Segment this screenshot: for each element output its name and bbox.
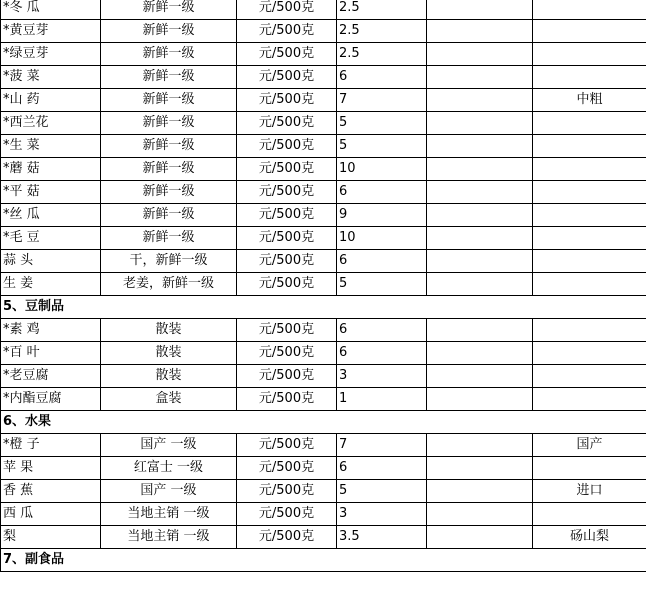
item-spec: 散装	[101, 365, 237, 388]
item-price: 5	[337, 112, 427, 135]
item-price: 2.5	[337, 43, 427, 66]
item-note	[533, 388, 646, 411]
item-price: 7	[337, 434, 427, 457]
item-spec: 国产 一级	[101, 480, 237, 503]
item-unit: 元/500克	[237, 0, 337, 20]
table-row	[1, 66, 646, 89]
item-price: 6	[337, 319, 427, 342]
price-table-body	[1, 0, 646, 572]
blank-cell	[427, 135, 533, 158]
item-unit: 元/500克	[237, 20, 337, 43]
item-unit: 元/500克	[237, 89, 337, 112]
item-name: *丝 瓜	[1, 204, 101, 227]
table-row	[1, 204, 646, 227]
item-name: *绿豆芽	[1, 43, 101, 66]
blank-cell	[427, 204, 533, 227]
item-note	[533, 135, 646, 158]
item-spec: 新鲜一级	[101, 89, 237, 112]
item-price: 5	[337, 273, 427, 296]
table-row	[1, 273, 646, 296]
item-spec: 新鲜一级	[101, 227, 237, 250]
item-price: 10	[337, 158, 427, 181]
item-name: 香 蕉	[1, 480, 101, 503]
item-note	[533, 181, 646, 204]
item-note: 中粗	[533, 89, 646, 112]
item-name: *素 鸡	[1, 319, 101, 342]
item-note	[533, 273, 646, 296]
item-unit: 元/500克	[237, 342, 337, 365]
item-price: 6	[337, 457, 427, 480]
section-heading-row	[1, 411, 646, 434]
item-spec: 新鲜一级	[101, 135, 237, 158]
blank-cell	[427, 89, 533, 112]
table-row	[1, 319, 646, 342]
item-name: 梨	[1, 526, 101, 549]
item-note	[533, 0, 646, 20]
item-spec: 新鲜一级	[101, 0, 237, 20]
item-unit: 元/500克	[237, 250, 337, 273]
item-price: 1	[337, 388, 427, 411]
item-spec: 干，新鲜一级	[101, 250, 237, 273]
item-unit: 元/500克	[237, 66, 337, 89]
table-row	[1, 135, 646, 158]
item-spec: 当地主销 一级	[101, 503, 237, 526]
blank-cell	[427, 365, 533, 388]
item-name: *黄豆芽	[1, 20, 101, 43]
blank-cell	[427, 342, 533, 365]
item-spec: 新鲜一级	[101, 204, 237, 227]
table-row	[1, 158, 646, 181]
item-name: *西兰花	[1, 112, 101, 135]
blank-cell	[427, 250, 533, 273]
table-row	[1, 20, 646, 43]
item-spec: 新鲜一级	[101, 43, 237, 66]
item-spec: 红富士 一级	[101, 457, 237, 480]
blank-cell	[427, 319, 533, 342]
table-row	[1, 503, 646, 526]
item-name: *菠 菜	[1, 66, 101, 89]
item-price: 6	[337, 342, 427, 365]
item-name: *冬 瓜	[1, 0, 101, 20]
item-spec: 老姜，新鲜一级	[101, 273, 237, 296]
item-spec: 散装	[101, 319, 237, 342]
item-note: 国产	[533, 434, 646, 457]
blank-cell	[427, 43, 533, 66]
item-unit: 元/500克	[237, 227, 337, 250]
item-note: 进口	[533, 480, 646, 503]
item-note: 砀山梨	[533, 526, 646, 549]
item-unit: 元/500克	[237, 434, 337, 457]
item-price: 3	[337, 503, 427, 526]
item-note	[533, 227, 646, 250]
blank-cell	[427, 526, 533, 549]
table-row	[1, 227, 646, 250]
blank-cell	[427, 480, 533, 503]
table-row	[1, 457, 646, 480]
section-heading: 6、水果	[1, 411, 646, 434]
item-spec: 盒装	[101, 388, 237, 411]
item-note	[533, 66, 646, 89]
item-unit: 元/500克	[237, 365, 337, 388]
item-name: *老豆腐	[1, 365, 101, 388]
item-unit: 元/500克	[237, 388, 337, 411]
blank-cell	[427, 181, 533, 204]
item-note	[533, 112, 646, 135]
item-name: *毛 豆	[1, 227, 101, 250]
table-row	[1, 43, 646, 66]
blank-cell	[427, 388, 533, 411]
item-note	[533, 457, 646, 480]
item-note	[533, 319, 646, 342]
item-name: *橙 子	[1, 434, 101, 457]
item-spec: 新鲜一级	[101, 158, 237, 181]
item-spec: 新鲜一级	[101, 112, 237, 135]
item-note	[533, 342, 646, 365]
item-note	[533, 158, 646, 181]
item-name: *百 叶	[1, 342, 101, 365]
blank-cell	[427, 20, 533, 43]
item-unit: 元/500克	[237, 319, 337, 342]
item-note	[533, 204, 646, 227]
blank-cell	[427, 0, 533, 20]
item-price: 9	[337, 204, 427, 227]
item-unit: 元/500克	[237, 204, 337, 227]
item-name: *生 菜	[1, 135, 101, 158]
item-spec: 当地主销 一级	[101, 526, 237, 549]
table-row	[1, 250, 646, 273]
item-price: 6	[337, 66, 427, 89]
item-unit: 元/500克	[237, 158, 337, 181]
section-heading: 5、豆制品	[1, 296, 646, 319]
item-price: 6	[337, 181, 427, 204]
item-spec: 国产 一级	[101, 434, 237, 457]
item-price: 5	[337, 480, 427, 503]
blank-cell	[427, 457, 533, 480]
item-name: 西 瓜	[1, 503, 101, 526]
table-row	[1, 181, 646, 204]
blank-cell	[427, 66, 533, 89]
item-spec: 新鲜一级	[101, 66, 237, 89]
item-note	[533, 365, 646, 388]
item-name: *内酯豆腐	[1, 388, 101, 411]
blank-cell	[427, 112, 533, 135]
table-row	[1, 388, 646, 411]
item-note	[533, 43, 646, 66]
blank-cell	[427, 158, 533, 181]
section-heading: 7、副食品	[1, 549, 646, 572]
table-row	[1, 112, 646, 135]
item-spec: 散装	[101, 342, 237, 365]
table-row	[1, 480, 646, 503]
item-unit: 元/500克	[237, 273, 337, 296]
item-name: 苹 果	[1, 457, 101, 480]
item-price: 2.5	[337, 0, 427, 20]
item-unit: 元/500克	[237, 526, 337, 549]
item-unit: 元/500克	[237, 112, 337, 135]
table-row	[1, 434, 646, 457]
item-unit: 元/500克	[237, 43, 337, 66]
item-price: 3	[337, 365, 427, 388]
blank-cell	[427, 434, 533, 457]
table-row	[1, 89, 646, 112]
item-price: 6	[337, 250, 427, 273]
blank-cell	[427, 273, 533, 296]
table-row	[1, 342, 646, 365]
blank-cell	[427, 227, 533, 250]
section-heading-row	[1, 296, 646, 319]
item-name: *平 菇	[1, 181, 101, 204]
table-row	[1, 526, 646, 549]
section-heading-row	[1, 549, 646, 572]
table-row	[1, 365, 646, 388]
item-note	[533, 20, 646, 43]
item-name: *蘑 菇	[1, 158, 101, 181]
blank-cell	[427, 503, 533, 526]
item-name: *山 药	[1, 89, 101, 112]
item-unit: 元/500克	[237, 181, 337, 204]
item-spec: 新鲜一级	[101, 20, 237, 43]
item-price: 7	[337, 89, 427, 112]
item-unit: 元/500克	[237, 457, 337, 480]
item-price: 5	[337, 135, 427, 158]
item-price: 10	[337, 227, 427, 250]
item-unit: 元/500克	[237, 480, 337, 503]
item-price: 2.5	[337, 20, 427, 43]
table-row	[1, 0, 646, 20]
item-price: 3.5	[337, 526, 427, 549]
item-unit: 元/500克	[237, 135, 337, 158]
item-unit: 元/500克	[237, 503, 337, 526]
item-spec: 新鲜一级	[101, 181, 237, 204]
item-name: 蒜 头	[1, 250, 101, 273]
item-name: 生 姜	[1, 273, 101, 296]
item-note	[533, 250, 646, 273]
item-note	[533, 503, 646, 526]
